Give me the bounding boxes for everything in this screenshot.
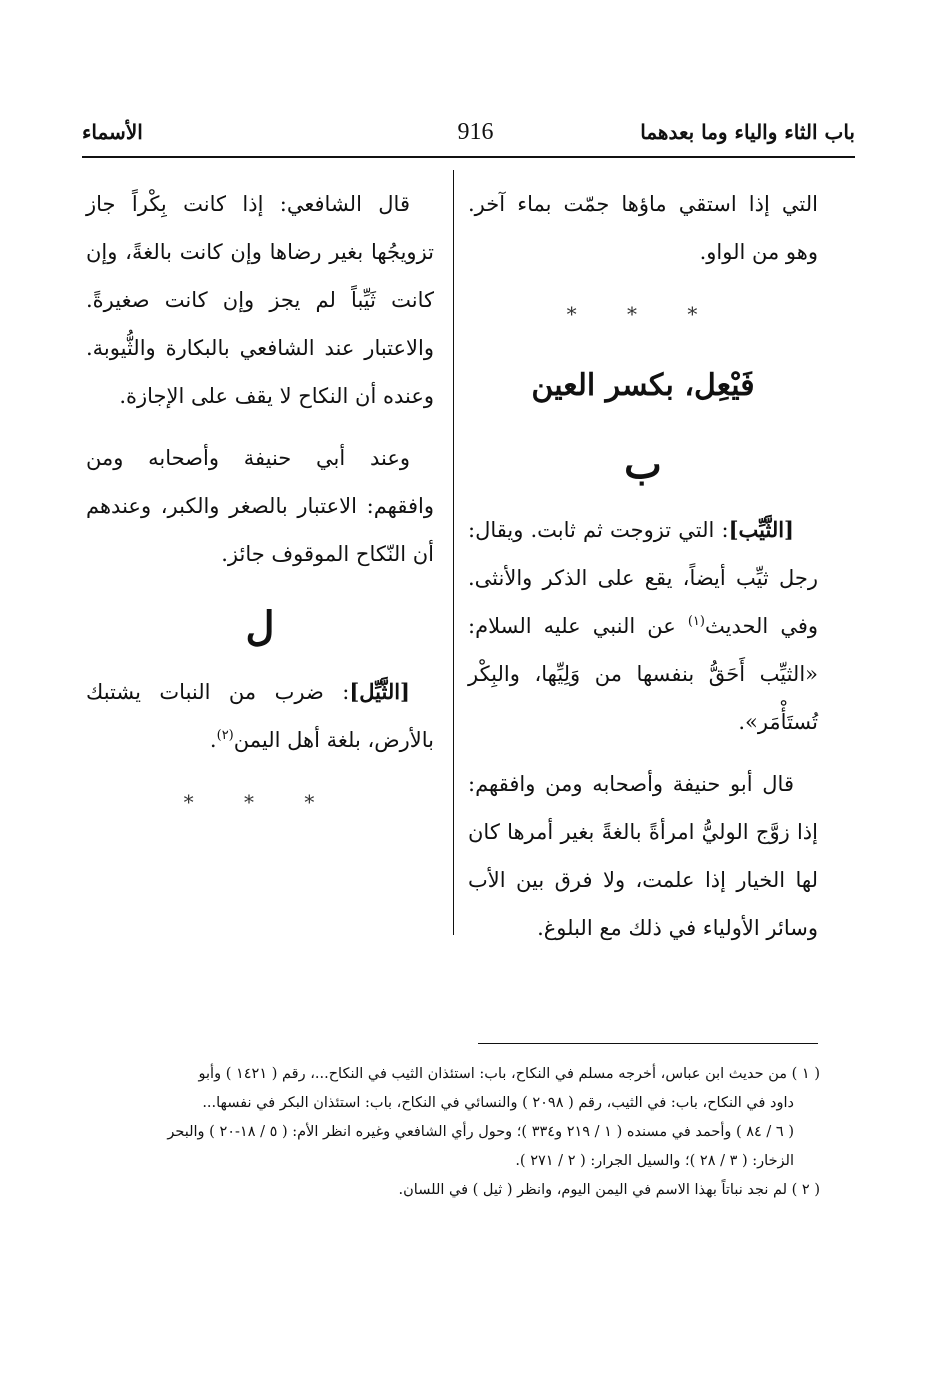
footnote-1-line-2: داود في النكاح، باب: في الثيب، رقم ( ٢٠٩٨ ) والنسائي في النكاح، باب: استئذان البكر في نفسها... [202, 1095, 794, 1111]
footnotes [86, 1060, 820, 1205]
left-column [86, 180, 434, 844]
running-head-section: الأسماء [82, 120, 143, 144]
entry-hadith: عن النبي عليه السلام: «الثيِّب أَحَقُّ بنفسها من وَلِيِّها، والبِكْر تُستَأْمَر». [468, 614, 818, 734]
section-separator: * * * [183, 790, 337, 814]
page-number: 916 [457, 119, 494, 145]
footnote-1-line-1: ( ١ ) من حديث ابن عباس، أخرجه مسلم في النكاح، باب: استئذان الثيب في النكاح...، رقم ( ١٤٢١ ) وأبو [198, 1066, 820, 1082]
header-rule [82, 156, 855, 158]
paragraph-abu-hanifa: قال أبو حنيفة وأصحابه ومن وافقهم: إذا زوَّج الوليُّ امرأةً بالغةً بغير أمرها كان لها الخيار إذا علمت، ولا فرق بين الأب وسائر الأولياء في ذلك مع البلوغ. [468, 772, 818, 940]
footnote-1-line-4: الزخار: ( ٣ / ٢٨ )؛ والسيل الجرار: ( ٢ / ٢٧١ ). [515, 1153, 794, 1169]
entry-thayyil [86, 668, 434, 764]
letter-heading-ba: ب [624, 441, 662, 488]
section-title: فَيْعِل، بكسر العين [531, 368, 755, 403]
running-head-chapter: باب الثاء والياء وما بعدهما [640, 120, 855, 144]
entry-end: . [209, 728, 217, 752]
footnote-2: ( ٢ ) لم نجد نباتاً بهذا الاسم في اليمن اليوم، وانظر ( ثيل ) في اللسان. [398, 1182, 820, 1198]
column-divider [453, 170, 454, 935]
entry-thayyib [468, 506, 818, 746]
section-separator: * * * [566, 302, 720, 326]
paragraph-shafii: قال الشافعي: إذا كانت بِكْراً جاز تزويجُها بغير رضاها وإن كانت بالغةً، وإن كانت ثَيِّباً لم يجز وإن كانت صغيرةً. والاعتبار عند الشافعي بالبكارة والثُّيوبة. وعنده أن النكاح لا يقف على الإجازة. [86, 192, 434, 408]
right-column [468, 180, 818, 966]
footnote-rule [478, 1043, 818, 1044]
entry-headword: [الثَّيِّل] [349, 679, 410, 704]
footnote-1-line-3: ( ٦ / ٨٤ ) وأحمد في مسنده ( ١ / ٢١٩ و٣٣٤ )؛ وحول رأي الشافعي وغيره انظر الأم: ( ٥ / ١٨-٢٠ ) والبحر [167, 1124, 794, 1140]
letter-heading-lam: ل [245, 603, 275, 650]
entry-headword: [الثَّيِّب] [728, 517, 794, 542]
paragraph-hanafi-view: وعند أبي حنيفة وأصحابه ومن وافقهم: الاعتبار بالصغر والكبر، وعندهم أن النّكاح الموقوف جائز. [86, 446, 434, 566]
footnote-ref-2: (٢) [216, 728, 234, 743]
entry-definition: : ضرب من النبات يشتبك بالأرض، بلغة أهل اليمن [86, 680, 434, 752]
entry-definition: : التي تزوجت ثم ثابت. ويقال: رجل ثيِّب أيضاً، يقع على الذكر والأنثى. وفي الحديث [468, 518, 819, 638]
continuation-paragraph: التي إذا استقي ماؤها جمّت بماء آخر. وهو من الواو. [468, 192, 818, 264]
footnote-ref-1: (١) [687, 614, 705, 629]
